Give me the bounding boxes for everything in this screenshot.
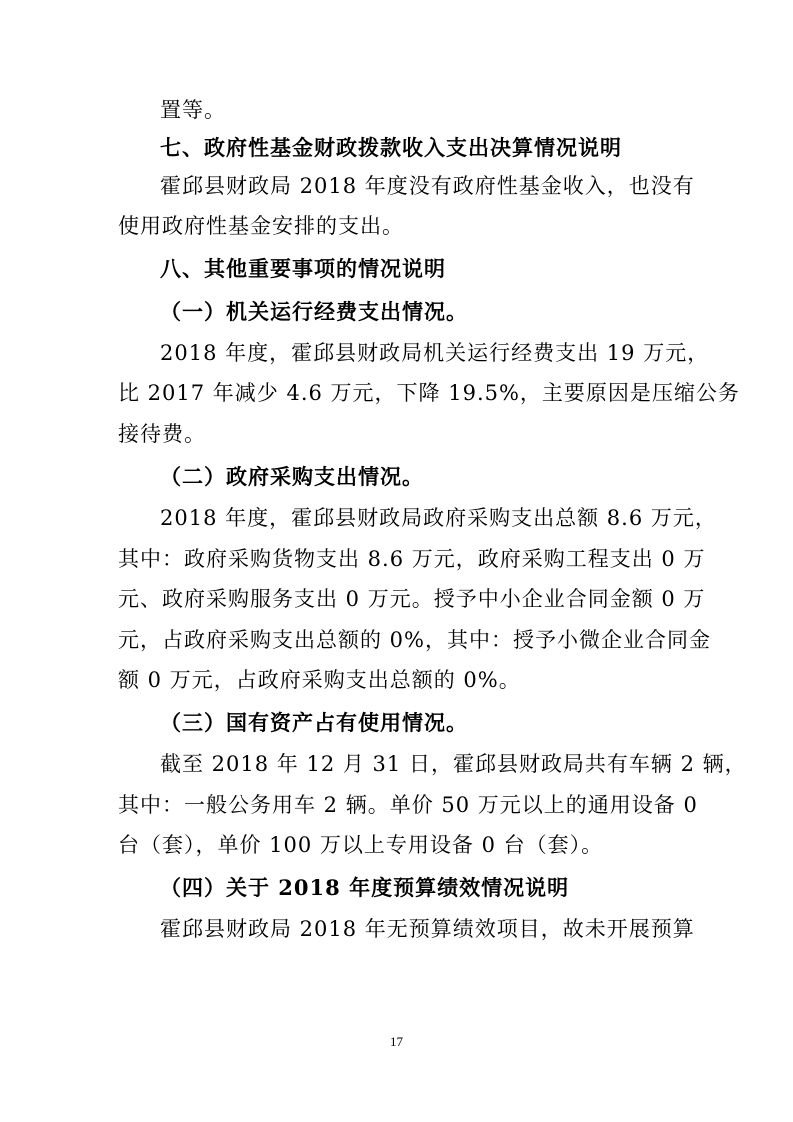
section-heading-eight: 八、其他重要事项的情况说明 [160,256,446,281]
subsection-heading-four: （四）关于 2018 年度预算绩效情况说明 [160,875,570,900]
paragraph-line: 霍邱县财政局 2018 年度没有政府性基金收入，也没有 [160,174,695,198]
paragraph-line: 其中：一般公务用车 2 辆。单价 50 万元以上的通用设备 0 [118,793,698,817]
page-number: 17 [390,1034,403,1049]
subsection-heading-two: （二）政府采购支出情况。 [160,464,424,489]
paragraph-line: 元，占政府采购支出总额的 0%，其中：授予小微企业合同金 [118,628,711,652]
paragraph-line: 台（套），单价 100 万以上专用设备 0 台（套）。 [118,833,604,857]
subsection-heading-one: （一）机关运行经费支出情况。 [160,299,468,324]
section-heading-seven: 七、政府性基金财政拨款收入支出决算情况说明 [160,135,622,160]
paragraph-line: 接待费。 [118,422,206,446]
paragraph-line: 其中：政府采购货物支出 8.6 万元，政府采购工程支出 0 万 [118,547,706,571]
paragraph-line: 截至 2018 年 12 月 31 日，霍邱县财政局共有车辆 2 辆， [160,752,747,776]
paragraph-line: 置等。 [160,98,226,122]
paragraph-line: 比 2017 年减少 4.6 万元，下降 19.5%，主要原因是压缩公务 [118,381,740,405]
subsection-heading-three: （三）国有资产占有使用情况。 [160,710,468,735]
paragraph-line: 霍邱县财政局 2018 年无预算绩效项目，故未开展预算 [160,917,695,941]
paragraph-line: 使用政府性基金安排的支出。 [118,214,404,238]
paragraph-line: 2018 年度，霍邱县财政局机关运行经费支出 19 万元， [160,341,710,365]
paragraph-line: 元、政府采购服务支出 0 万元。授予中小企业合同金额 0 万 [118,587,706,611]
paragraph-line: 2018 年度，霍邱县财政局政府采购支出总额 8.6 万元， [160,506,717,530]
paragraph-line: 额 0 万元，占政府采购支出总额的 0%。 [118,668,521,692]
